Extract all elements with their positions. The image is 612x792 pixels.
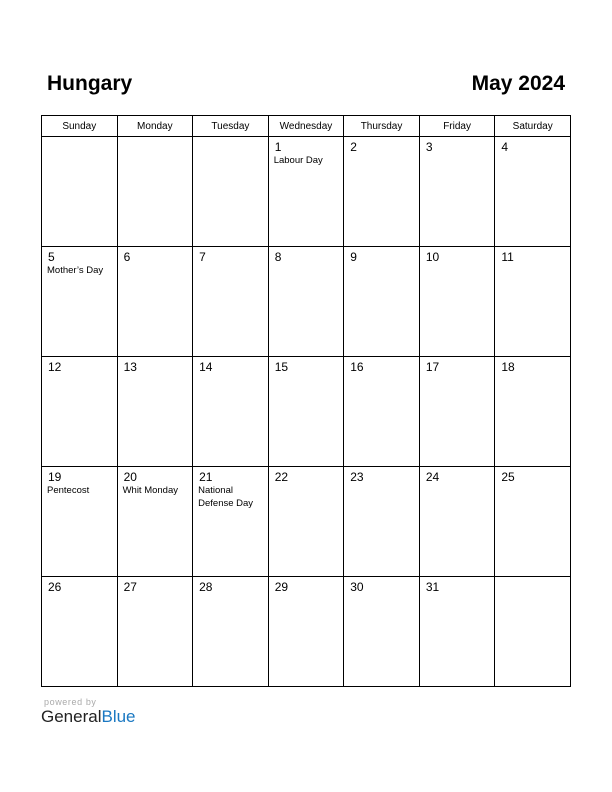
day-cell	[193, 137, 269, 247]
day-cell	[193, 357, 269, 467]
day-cell	[117, 357, 193, 467]
day-number: 10	[425, 250, 440, 264]
weekday-header: Tuesday	[193, 116, 269, 137]
day-cell	[268, 577, 344, 687]
day-cell	[193, 247, 269, 357]
day-number: 18	[501, 360, 515, 374]
day-number: 21	[199, 470, 213, 484]
powered-by-text: powered by	[44, 697, 97, 707]
day-number	[495, 577, 570, 580]
day-number: 26	[48, 580, 62, 594]
day-number: 24	[425, 470, 440, 484]
day-cell	[42, 467, 118, 577]
day-cell	[495, 577, 571, 687]
day-number: 27	[123, 580, 137, 594]
day-cell	[117, 577, 193, 687]
day-number: 12	[48, 360, 62, 374]
day-cell	[495, 247, 571, 357]
day-cell	[419, 467, 495, 577]
day-cell	[193, 467, 269, 577]
day-number: 13	[123, 360, 137, 374]
day-number	[193, 137, 268, 140]
day-number: 5	[48, 250, 55, 264]
holiday-label: Labour Day	[273, 155, 323, 166]
holiday-label: Mother’s Day	[47, 265, 104, 276]
day-cell	[495, 467, 571, 577]
day-number: 23	[350, 470, 364, 484]
day-number	[118, 137, 193, 140]
day-number: 15	[274, 360, 289, 374]
day-cell	[193, 577, 269, 687]
day-cell	[268, 137, 344, 247]
day-number	[42, 137, 117, 140]
week-row	[42, 247, 571, 357]
logo-general-text: General	[41, 707, 102, 726]
day-number: 14	[199, 360, 213, 374]
weekday-header: Friday	[419, 116, 495, 137]
day-cell	[117, 247, 193, 357]
logo-blue-text: Blue	[101, 707, 136, 726]
footer-branding	[41, 697, 136, 727]
day-cell	[344, 137, 420, 247]
day-number: 28	[199, 580, 213, 594]
day-cell	[42, 577, 118, 687]
holiday-label: Pentecost	[47, 485, 90, 496]
weekday-header: Monday	[117, 116, 193, 137]
day-number: 4	[501, 140, 509, 154]
weekday-header: Sunday	[42, 116, 118, 137]
day-cell	[419, 577, 495, 687]
day-number: 8	[274, 250, 282, 264]
holiday-label: National Defense Day	[198, 485, 254, 509]
day-cell	[268, 357, 344, 467]
day-cell	[42, 357, 118, 467]
day-cell	[117, 137, 193, 247]
day-cell	[268, 247, 344, 357]
day-cell	[268, 467, 344, 577]
weekday-header: Thursday	[344, 116, 420, 137]
weekday-header-row	[42, 116, 571, 137]
day-cell	[495, 357, 571, 467]
weekday-header: Wednesday	[268, 116, 344, 137]
day-number: 25	[501, 470, 515, 484]
day-cell	[495, 137, 571, 247]
day-number: 30	[350, 580, 364, 594]
day-number: 7	[199, 250, 206, 264]
day-cell	[419, 247, 495, 357]
day-number: 6	[123, 250, 131, 264]
day-number: 2	[350, 140, 357, 154]
day-number: 9	[350, 250, 357, 264]
day-cell	[42, 247, 118, 357]
day-number: 19	[48, 470, 62, 484]
day-cell	[344, 247, 420, 357]
day-number: 16	[350, 360, 364, 374]
country-title: Hungary	[47, 72, 133, 95]
day-number: 20	[123, 470, 137, 484]
day-cell	[344, 577, 420, 687]
day-number: 22	[274, 470, 289, 484]
day-cell	[117, 467, 193, 577]
day-number: 3	[425, 140, 433, 154]
holiday-label: Whit Monday	[122, 485, 178, 496]
week-row	[42, 357, 571, 467]
day-number: 31	[425, 580, 440, 594]
day-number: 1	[274, 140, 282, 154]
week-row	[42, 137, 571, 247]
day-cell	[42, 137, 118, 247]
week-row	[42, 577, 571, 687]
day-cell	[419, 137, 495, 247]
generalblue-logo	[41, 707, 136, 727]
weekday-header: Saturday	[495, 116, 571, 137]
day-cell	[344, 467, 420, 577]
day-number: 11	[501, 250, 514, 264]
week-row	[42, 467, 571, 577]
day-cell	[419, 357, 495, 467]
day-cell	[344, 357, 420, 467]
month-title: May 2024	[471, 72, 565, 95]
day-number: 29	[274, 580, 289, 594]
calendar-grid	[41, 115, 571, 687]
day-number: 17	[425, 360, 440, 374]
